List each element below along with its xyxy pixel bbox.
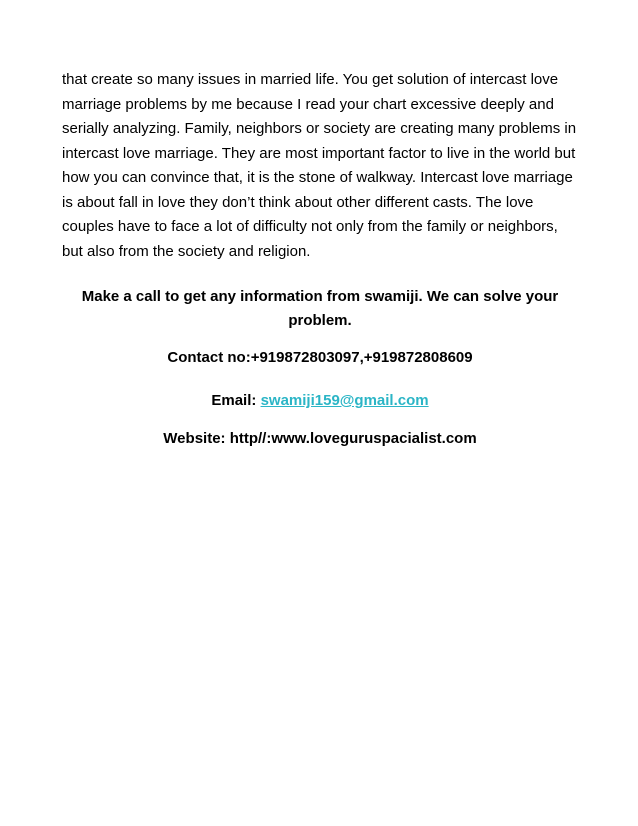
paragraph-line-2: marriage problems by me because I read your chart excessive deeply and — [62, 95, 554, 113]
cta-line-1: Make a call to get any information from swamiji. We can solve your — [81, 288, 559, 305]
paragraph-line-7: couples have to face a lot of difficulty not only from the family or neighbors, — [62, 218, 558, 235]
email-line — [62, 389, 578, 413]
contact-numbers: Contact no:+919872803097,+919872808609 — [167, 349, 473, 366]
call-to-action — [62, 285, 578, 333]
paragraph-line-1: that create so many issues in married life. You get solution of intercast love — [62, 71, 559, 88]
email-label: Email: — [211, 392, 257, 409]
email-link[interactable]: swamiji159@gmail.com — [260, 392, 429, 409]
paragraph-line-3: serially analyzing. Family, neighbors or society are creating many problems in — [62, 120, 577, 137]
paragraph-line-8: but also from the society and religion. — [62, 242, 311, 260]
website-line: Website: http//:www.loveguruspacialist.com — [163, 430, 477, 447]
cta-line-2: problem. — [288, 312, 352, 329]
paragraph-line-6: is about fall in love they don’t think about other different casts. The love — [62, 193, 534, 211]
body-paragraph — [62, 68, 582, 264]
paragraph-line-4: intercast love marriage. They are most important factor to live in the world but — [62, 144, 576, 162]
paragraph-line-5: how you can convince that, it is the stone of walkway. Intercast love marriage — [62, 169, 573, 186]
